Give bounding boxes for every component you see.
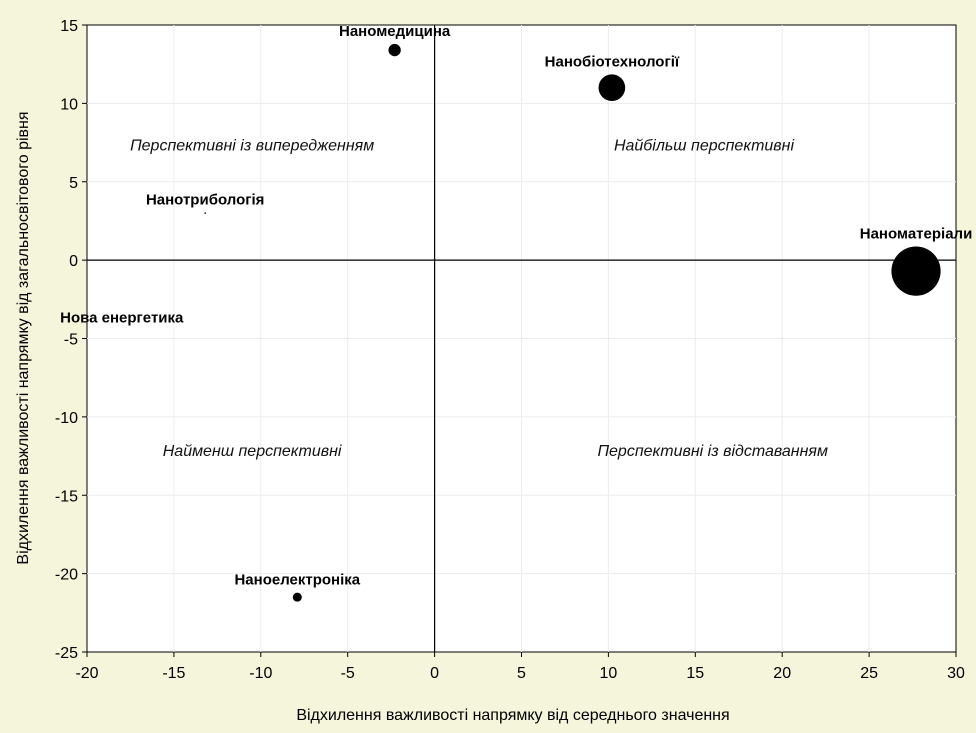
- data-point: [293, 593, 302, 602]
- x-axis-title: Відхилення важливості напрямку від середнього значення: [296, 707, 730, 724]
- x-ticks: [75, 652, 965, 682]
- x-tick-label: -15: [162, 665, 186, 682]
- data-point: [388, 44, 400, 56]
- x-tick-label: 25: [860, 665, 878, 682]
- y-tick-label: 10: [60, 96, 78, 114]
- y-tick-label: -20: [54, 566, 78, 584]
- x-tick-label: 5: [517, 665, 526, 682]
- point-label: Наномедицина: [339, 22, 451, 40]
- point-label: Нова енергетика: [60, 309, 184, 327]
- x-tick-label: -20: [75, 665, 99, 682]
- x-tick-label: 30: [947, 665, 965, 682]
- x-tick-label: 20: [773, 665, 792, 682]
- point-label: Нанобіотехнології: [544, 53, 680, 71]
- y-tick-label: -5: [63, 331, 78, 349]
- quadrant-annotation: Найменш перспективні: [162, 443, 342, 461]
- x-tick-label: 15: [686, 665, 705, 682]
- x-tick-label: 0: [430, 665, 440, 682]
- y-tick-label: -25: [54, 645, 78, 662]
- y-tick-label: -15: [54, 488, 78, 506]
- point-label: Наноелектроніка: [234, 571, 361, 589]
- x-tick-label: 10: [599, 665, 618, 682]
- x-tick-label: -5: [340, 665, 355, 682]
- y-tick-label: 0: [69, 253, 78, 271]
- point-label: Наноматеріали: [859, 225, 973, 243]
- y-tick-label: -10: [54, 409, 78, 427]
- x-tick-label: -10: [249, 665, 273, 682]
- y-ticks: [55, 18, 87, 662]
- data-point: [891, 246, 940, 295]
- point-label: Нанотрибологія: [145, 191, 265, 209]
- y-tick-label: 15: [60, 18, 78, 35]
- quadrant-annotation: Найбільш перспективні: [613, 137, 795, 155]
- data-point: [599, 74, 626, 101]
- quadrant-annotation: Перспективні із відставанням: [597, 443, 828, 461]
- y-tick-label: 5: [69, 174, 78, 192]
- data-point: [204, 212, 206, 214]
- y-axis-title: Відхилення важливості напрямку від загальносвітового рівня: [15, 111, 32, 565]
- quadrant-annotation: Перспективні із випередженням: [130, 137, 375, 155]
